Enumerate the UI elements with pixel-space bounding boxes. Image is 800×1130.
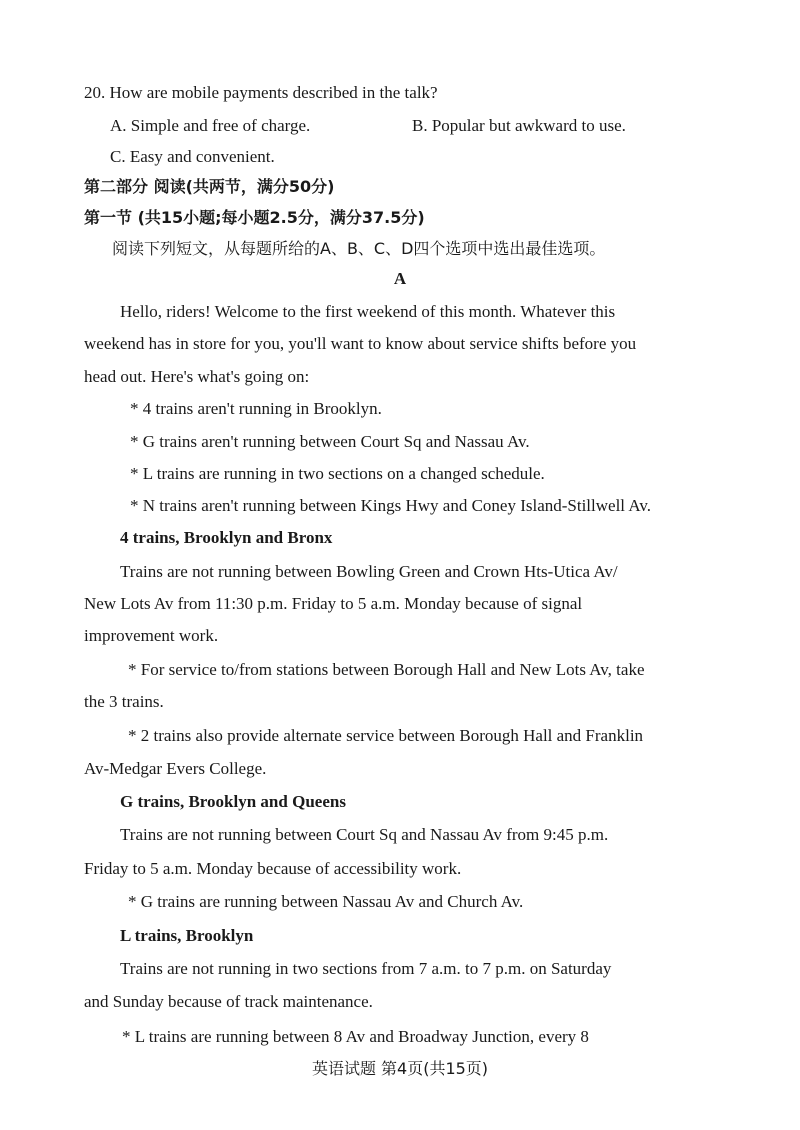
bullet-4-trains: * 4 trains aren't running in Brooklyn. xyxy=(130,399,382,418)
section-4-note-1-line-1: * For service to/from stations between Borough Hall and New Lots Av, take xyxy=(128,660,645,679)
page-footer: 英语试题 第4页(共15页) xyxy=(311,1059,489,1078)
section-4-paragraph-line-1: Trains are not running between Bowling Green and Crown Hts-Utica Av/ xyxy=(120,562,618,581)
section-l-paragraph-line-2: and Sunday because of track maintenance. xyxy=(84,992,373,1011)
section-g-heading: G trains, Brooklyn and Queens xyxy=(120,792,346,811)
question-20-option-c: C. Easy and convenient. xyxy=(110,147,275,166)
section-4-note-1-line-2: the 3 trains. xyxy=(84,692,164,711)
section-4-paragraph-line-3: improvement work. xyxy=(84,626,219,645)
intro-line-1: Hello, riders! Welcome to the first weekend of this month. Whatever this xyxy=(120,302,616,321)
section-4-note-2-line-2: Av-Medgar Evers College. xyxy=(84,759,267,778)
section-1-header: 第一节 (共15小题;每小题2.5分，满分37.5分) xyxy=(84,208,425,227)
section-l-heading: L trains, Brooklyn xyxy=(120,926,254,945)
section-g-paragraph-line-1: Trains are not running between Court Sq and Nassau Av from 9:45 p.m. xyxy=(120,825,609,844)
section-l-paragraph-line-1: Trains are not running in two sections from 7 a.m. to 7 p.m. on Saturday xyxy=(120,959,612,978)
question-20-stem: 20. How are mobile payments described in the talk? xyxy=(84,83,438,102)
intro-line-3: head out. Here's what's going on: xyxy=(84,367,310,386)
reading-instructions: 阅读下列短文，从每题所给的A、B、C、D四个选项中选出最佳选项。 xyxy=(112,239,606,258)
part-2-header: 第二部分 阅读(共两节，满分50分) xyxy=(84,177,335,196)
bullet-l-trains: * L trains are running in two sections on a changed schedule. xyxy=(130,464,545,483)
section-g-note-1: * G trains are running between Nassau Av and Church Av. xyxy=(128,892,524,911)
section-l-note-1-line-1: * L trains are running between 8 Av and Broadway Junction, every 8 xyxy=(122,1027,589,1046)
bullet-g-trains: * G trains aren't running between Court Sq and Nassau Av. xyxy=(130,432,530,451)
bullet-n-trains: * N trains aren't running between Kings Hwy and Coney Island-Stillwell Av. xyxy=(130,496,651,515)
section-g-paragraph-line-2: Friday to 5 a.m. Monday because of accessibility work. xyxy=(84,859,462,878)
question-20-option-a: A. Simple and free of charge. xyxy=(110,116,311,135)
passage-label: A xyxy=(393,269,407,288)
question-20-option-b: B. Popular but awkward to use. xyxy=(412,116,626,135)
section-4-paragraph-line-2: New Lots Av from 11:30 p.m. Friday to 5 a.m. Monday because of signal xyxy=(84,594,583,613)
section-4-heading: 4 trains, Brooklyn and Bronx xyxy=(120,528,333,547)
intro-line-2: weekend has in store for you, you'll want to know about service shifts before you xyxy=(84,334,637,353)
section-4-note-2-line-1: * 2 trains also provide alternate service between Borough Hall and Franklin xyxy=(128,726,644,745)
